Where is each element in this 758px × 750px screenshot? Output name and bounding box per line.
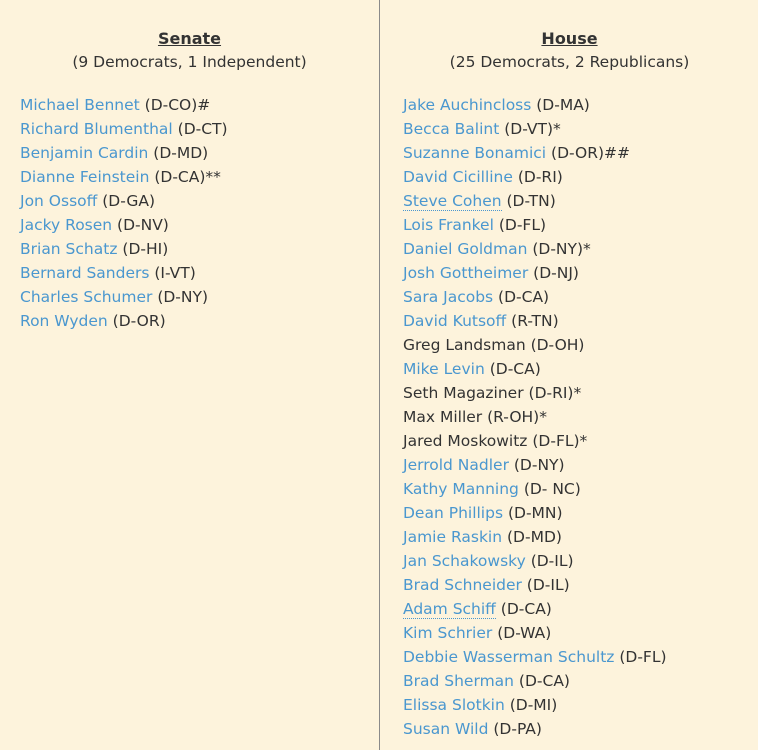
list-item [403, 477, 758, 501]
list-item [403, 693, 758, 717]
member-affiliation: (D-TN) [501, 192, 556, 210]
list-item [20, 309, 379, 333]
member-name-link[interactable]: Adam Schiff [403, 600, 496, 618]
member-name-link[interactable]: Benjamin Cardin [20, 144, 149, 162]
member-affiliation: (D- NC) [518, 480, 581, 498]
member-affiliation: (D-CO)# [139, 96, 211, 114]
house-heading: House [541, 29, 598, 48]
member-name-link[interactable]: Elissa Slotkin [403, 696, 505, 714]
member-affiliation: (D-PA) [488, 720, 542, 738]
member-affiliation: (D-CT) [172, 120, 228, 138]
list-item [20, 117, 379, 141]
member-name-link[interactable]: Jamie Raskin [403, 528, 503, 546]
list-item [403, 429, 758, 453]
house-column [381, 0, 758, 750]
list-item [403, 333, 758, 357]
member-affiliation: (D-OR)## [546, 144, 631, 162]
member-name-link[interactable]: Jake Auchincloss [403, 96, 532, 114]
member-name-link[interactable]: Debbie Wasserman Schultz [403, 648, 615, 666]
member-affiliation: (D-WA) [492, 624, 552, 642]
member-affiliation: (D-NY) [152, 288, 209, 306]
list-item [403, 453, 758, 477]
member-name-link[interactable]: Jerrold Nadler [403, 456, 509, 474]
list-item [403, 669, 758, 693]
member-affiliation: (D-FL) [493, 216, 547, 234]
member-name-link[interactable]: Suzanne Bonamici [403, 144, 547, 162]
member-affiliation: (D-OR) [107, 312, 166, 330]
member-name-link[interactable]: Richard Blumenthal [20, 120, 173, 138]
member-name-link[interactable]: Kathy Manning [403, 480, 519, 498]
list-item [20, 237, 379, 261]
member-affiliation: (D-CA)** [149, 168, 221, 186]
member-affiliation: (D-IL) [521, 576, 570, 594]
list-item [20, 141, 379, 165]
member-affiliation: (D-CA) [514, 672, 570, 690]
member-name-link[interactable]: Charles Schumer [20, 288, 153, 306]
member-affiliation: (D-MI) [504, 696, 558, 714]
member-name-link[interactable]: Lois Frankel [403, 216, 494, 234]
list-item [20, 165, 379, 189]
member-affiliation: (D-CA) [493, 288, 550, 306]
list-item [403, 597, 758, 621]
member-name-link[interactable]: Brad Schneider [403, 576, 522, 594]
list-item [20, 213, 379, 237]
member-affiliation: (D-NV) [112, 216, 169, 234]
senate-member-list [0, 93, 379, 333]
member-name-link[interactable]: Kim Schrier [403, 624, 493, 642]
list-item [20, 285, 379, 309]
member-name-link[interactable]: Ron Wyden [20, 312, 108, 330]
member-name-link[interactable]: Jon Ossoff [20, 192, 98, 210]
member-name-link[interactable]: Jan Schakowsky [403, 552, 526, 570]
list-item [403, 549, 758, 573]
list-item [403, 213, 758, 237]
list-item [403, 189, 758, 213]
member-affiliation: (D-GA) [97, 192, 156, 210]
member-name-link[interactable]: Steve Cohen [403, 192, 502, 210]
member-name-link[interactable]: Brian Schatz [20, 240, 118, 258]
member-affiliation: (D-MN) [503, 504, 563, 522]
list-item [403, 165, 758, 189]
member-affiliation: (D-IL) [525, 552, 574, 570]
list-item [20, 261, 379, 285]
member-affiliation: (D-FL)* [527, 432, 588, 450]
member-name-link[interactable]: Brad Sherman [403, 672, 514, 690]
member-affiliation: (I-VT) [149, 264, 196, 282]
member-name: Max Miller [403, 408, 483, 426]
member-name-link[interactable]: Dianne Feinstein [20, 168, 150, 186]
member-name-link[interactable]: Becca Balint [403, 120, 500, 138]
member-name-link[interactable]: Bernard Sanders [20, 264, 150, 282]
member-affiliation: (D-NY) [508, 456, 565, 474]
list-item [403, 717, 758, 741]
list-item [403, 381, 758, 405]
senate-heading: Senate [157, 29, 222, 48]
member-name-link[interactable]: David Cicilline [403, 168, 513, 186]
member-affiliation: (D-HI) [117, 240, 169, 258]
member-affiliation: (D-OH) [525, 336, 585, 354]
list-item [403, 141, 758, 165]
member-affiliation: (R-TN) [506, 312, 559, 330]
list-item [403, 501, 758, 525]
member-name-link[interactable]: Josh Gottheimer [403, 264, 529, 282]
member-affiliation: (D-NJ) [528, 264, 579, 282]
list-item [20, 93, 379, 117]
list-item [403, 621, 758, 645]
list-item [403, 237, 758, 261]
member-name: Jared Moskowitz [403, 432, 528, 450]
member-name: Seth Magaziner [403, 384, 524, 402]
member-affiliation: (D-CA) [484, 360, 541, 378]
member-affiliation: (D-MD) [148, 144, 209, 162]
list-item [403, 525, 758, 549]
member-affiliation: (D-RI)* [523, 384, 582, 402]
list-item [403, 357, 758, 381]
member-name-link[interactable]: Dean Phillips [403, 504, 504, 522]
list-item [403, 93, 758, 117]
member-affiliation: (D-MA) [531, 96, 590, 114]
member-name-link[interactable]: Michael Bennet [20, 96, 140, 114]
member-name-link[interactable]: Daniel Goldman [403, 240, 528, 258]
member-name: Greg Landsman [403, 336, 526, 354]
member-name-link[interactable]: Sara Jacobs [403, 288, 494, 306]
list-item [403, 261, 758, 285]
member-affiliation: (D-CA) [495, 600, 552, 618]
member-affiliation: (D-RI) [512, 168, 563, 186]
list-item [403, 645, 758, 669]
member-affiliation: (D-NY)* [527, 240, 591, 258]
list-item [403, 309, 758, 333]
house-member-list [381, 93, 758, 741]
list-item [403, 573, 758, 597]
list-item [20, 189, 379, 213]
list-item [403, 405, 758, 429]
house-subheading: (25 Democrats, 2 Republicans) [449, 53, 690, 71]
member-affiliation: (D-MD) [502, 528, 562, 546]
member-affiliation: (D-VT)* [499, 120, 561, 138]
list-item [403, 285, 758, 309]
member-name-link[interactable]: Susan Wild [403, 720, 489, 738]
member-affiliation: (R-OH)* [482, 408, 547, 426]
senate-subheading: (9 Democrats, 1 Independent) [72, 53, 307, 71]
member-name-link[interactable]: Mike Levin [403, 360, 485, 378]
member-name-link[interactable]: David Kutsoff [403, 312, 507, 330]
list-item [403, 117, 758, 141]
member-name-link[interactable]: Jacky Rosen [20, 216, 113, 234]
member-affiliation: (D-FL) [614, 648, 667, 666]
